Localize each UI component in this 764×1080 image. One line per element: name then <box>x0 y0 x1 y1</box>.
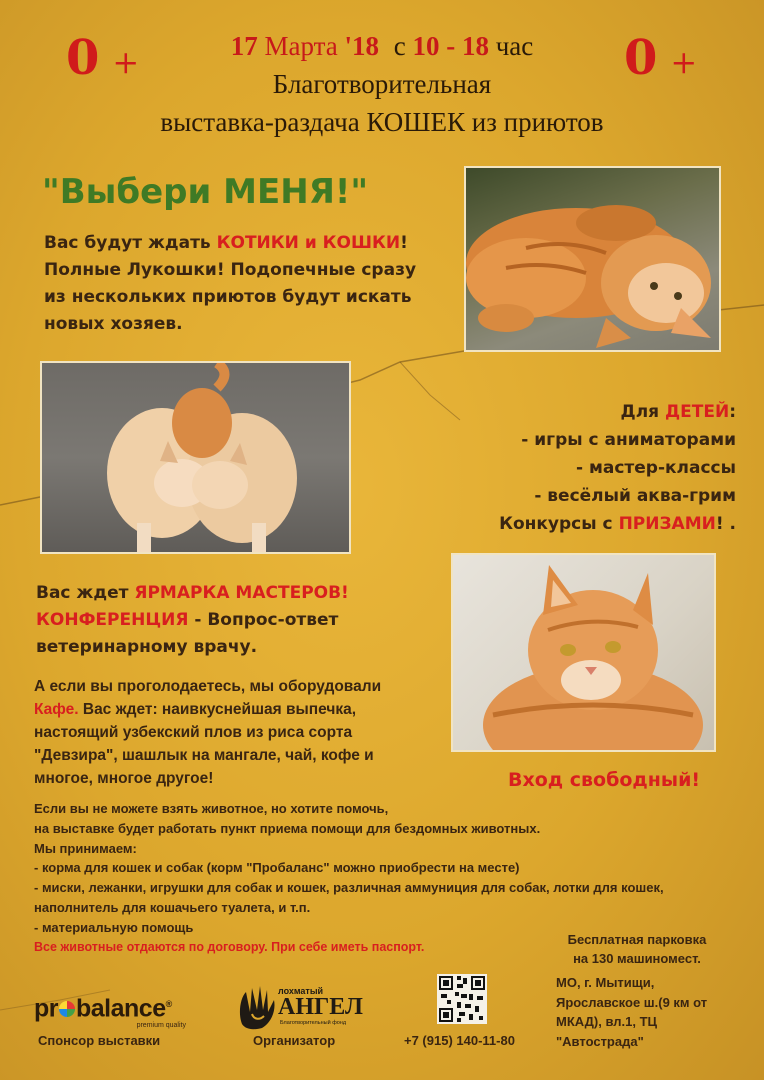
date-year: '18 <box>344 31 379 61</box>
date-day: 17 <box>230 31 258 61</box>
sponsor-logo-text-b: balance <box>76 994 166 1023</box>
contract-notice: Все животные отдаются по договору. При себе иметь паспорт. <box>34 939 425 954</box>
event-date <box>0 28 764 64</box>
organizer-caption: Организатор <box>253 1033 336 1048</box>
kids-item-aquagrim: - весёлый аква-грим <box>534 486 736 506</box>
kids-prizes: ПРИЗАМИ <box>618 514 716 534</box>
help-line4: - корма для кошек и собак (корм "Пробаланс" можно приобрести на месте) <box>34 860 520 876</box>
sponsor-logo-sub: premium quality <box>136 1022 186 1030</box>
cafe-line1: А если вы проголодаетесь, мы оборудовали <box>34 678 382 695</box>
address-line2: Ярославское ш.(9 км от <box>556 994 708 1010</box>
sponsor-caption: Спонсор выставки <box>38 1033 161 1048</box>
qr-pattern <box>437 974 487 1024</box>
fair-highlight: ЯРМАРКА МАСТЕРОВ! <box>134 583 349 603</box>
help-line5: - миски, лежанки, игрушки для собак и кошек, различная аммуниция для собак, лотки для кошек, <box>34 880 664 896</box>
age-rating-right-plus: + <box>670 42 699 81</box>
organizer-logo-sub: Благотворительный фонд <box>280 1020 347 1026</box>
age-rating-left-value: 0 <box>66 30 101 86</box>
sponsor-logo-tm: ® <box>165 999 172 1009</box>
time-unit: час <box>495 31 534 61</box>
photo-cats-cuddling <box>40 361 351 554</box>
event-title-line2: выставка-раздача КОШЕК из приютов <box>160 107 604 137</box>
conference-desc: - Вопрос-ответ <box>188 610 339 630</box>
parking-line2: на 130 машиномест. <box>573 951 701 966</box>
intro-line4: новых хозяев. <box>44 314 183 334</box>
intro-highlight: КОТИКИ и КОШКИ <box>216 233 401 253</box>
kids-line1: Для <box>620 402 665 422</box>
cafe-info <box>34 675 381 790</box>
organizer-logo-main: АНГЕЛ <box>278 994 363 1020</box>
free-entry: Вход свободный! <box>508 769 701 791</box>
kids-contest: Конкурсы с <box>499 514 619 534</box>
sponsor-logo-text-a: pr <box>34 994 58 1023</box>
help-line1: Если вы не можете взять животное, но хотите помочь, <box>34 801 389 816</box>
cat-illustration-2 <box>42 363 351 554</box>
cafe-label: Кафе. <box>34 701 79 718</box>
cafe-line5: многое, многое другое! <box>34 770 214 787</box>
address-line4: "Автострада" <box>556 1033 644 1049</box>
help-line6: наполнитель для кошачьего туалета, и т.п. <box>34 899 311 915</box>
address-line3: МКАД), вл.1, ТЦ <box>556 1014 658 1029</box>
slogan: "Выбери МЕНЯ!" <box>42 172 369 212</box>
sponsor-logo <box>34 990 194 1029</box>
phone-number[interactable]: +7 (915) 140-11-80 <box>404 1033 515 1048</box>
age-rating-right-value: 0 <box>624 30 659 86</box>
cafe-line2: Вас ждет: наивкуснейшая выпечка, <box>78 701 357 718</box>
angel-hand-icon <box>236 984 280 1030</box>
cat-illustration-1 <box>466 168 721 352</box>
kids-highlight: ДЕТЕЙ <box>664 402 730 422</box>
time-range: 10 - 18 <box>412 31 489 61</box>
kids-item-animators: - игры с аниматорами <box>521 430 736 450</box>
probalance-o-icon <box>59 1001 75 1017</box>
intro-punct: ! <box>400 233 408 253</box>
qr-code-icon <box>437 974 487 1024</box>
help-line3: Мы принимаем: <box>34 840 137 856</box>
fair-line1: Вас ждет <box>36 583 135 603</box>
date-month: Марта <box>264 31 338 61</box>
kids-item-masterclass: - мастер-классы <box>575 458 736 478</box>
photo-cat-portrait <box>451 553 716 752</box>
organizer-logo-top: лохматый <box>278 986 324 996</box>
fair-line3: ветеринарному врачу. <box>36 637 258 657</box>
cat-illustration-3 <box>453 555 716 752</box>
address <box>556 973 707 1051</box>
photo-cat-lying <box>464 166 721 352</box>
parking-line1: Бесплатная парковка <box>567 932 707 947</box>
conference-label: КОНФЕРЕНЦИЯ <box>36 610 189 630</box>
help-line2: на выставке будет работать пункт приема помощи для бездомных животных. <box>34 820 541 836</box>
cafe-line3: настоящий узбекский плов из риса сорта <box>34 724 353 741</box>
cafe-line4: "Девзира", шашлык на мангале, чай, кофе и <box>34 747 374 764</box>
intro-line1: Вас будут ждать <box>44 233 217 253</box>
kids-activities <box>406 398 736 538</box>
age-rating-left-plus: + <box>112 42 141 81</box>
date-from: с <box>393 31 406 61</box>
kids-colon: : <box>729 402 736 422</box>
organizer-logo <box>236 984 376 1030</box>
fair-info <box>36 580 349 661</box>
event-title-line1: Благотворительная <box>272 69 492 99</box>
intro-line3: из нескольких приютов будут искать <box>44 287 412 307</box>
address-line1: МО, г. Мытищи, <box>556 975 655 990</box>
intro-line2: Полные Лукошки! Подопечные сразу <box>44 260 417 280</box>
help-line7: - материальную помощь <box>34 919 194 935</box>
kids-contest-end: ! . <box>715 514 736 534</box>
parking-info <box>552 930 722 968</box>
intro-text <box>44 230 416 338</box>
